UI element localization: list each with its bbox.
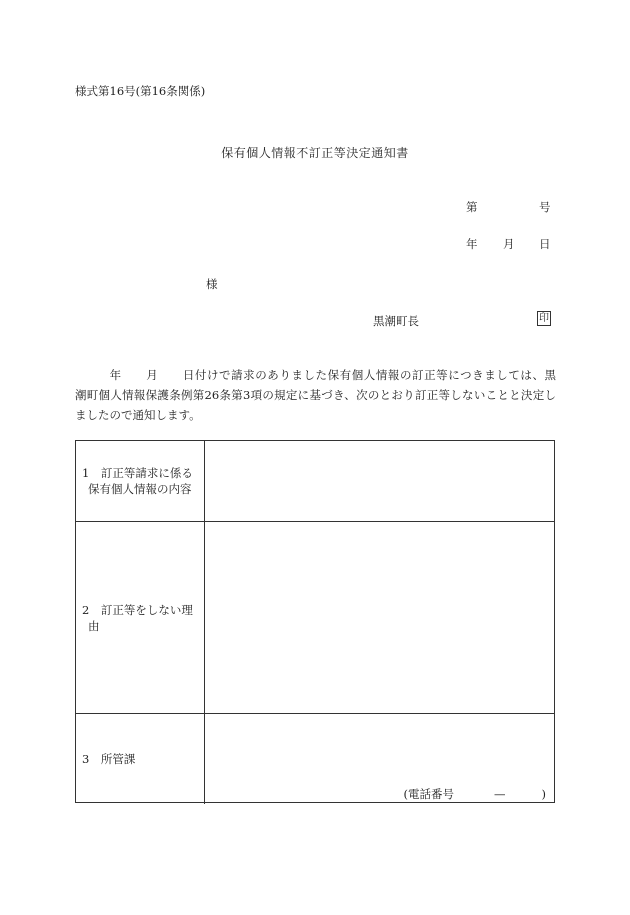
table-row: [76, 521, 554, 714]
body-line-1: [75, 365, 556, 385]
document-title: 保有個人情報不訂正等決定通知書: [221, 146, 409, 160]
table-row: [76, 713, 554, 804]
issue-number-suffix: 号: [539, 200, 551, 214]
detail-table: [75, 440, 555, 803]
phone-prefix: (電話番号: [403, 787, 454, 801]
body-month: 月: [145, 368, 159, 382]
issuer-title: 黒潮町長: [373, 314, 419, 328]
recipient-honorific: 様: [206, 277, 218, 291]
row-3-label: 3 所管課: [82, 752, 136, 766]
row-label-cell: [76, 522, 205, 714]
row-2-label-line-2: 由: [88, 619, 100, 633]
date-year-label: 年: [466, 237, 478, 251]
phone-suffix: ): [541, 787, 546, 801]
row-1-label: [82, 465, 200, 497]
date-day-label: 日: [539, 237, 551, 251]
issue-number-label: 第: [466, 200, 478, 214]
row-1-label-line-2: 保有個人情報の内容: [88, 482, 192, 496]
phone-dash: —: [494, 787, 506, 801]
body-line-3: ましたので通知します。: [75, 408, 201, 422]
body-year: 年: [109, 368, 122, 382]
table-row: [76, 441, 554, 521]
body-line-1-rest: 日付けで請求のありました保有個人情報の訂正等につきましては、黒: [182, 368, 557, 382]
date-month-label: 月: [503, 237, 515, 251]
seal-mark: 印: [539, 313, 549, 324]
row-1-label-line-1: 1 訂正等請求に係る: [82, 466, 193, 480]
body-line-2: 潮町個人情報保護条例第26条第3項の規定に基づき、次のとおり訂正等しないことと決定し: [75, 388, 556, 402]
row-label-cell: [76, 441, 205, 521]
form-number: 様式第16号(第16条関係): [75, 84, 206, 98]
row-label-cell: [76, 714, 205, 804]
phone-number-line: [404, 786, 547, 802]
row-2-label: [82, 602, 200, 634]
body-text: [75, 365, 556, 425]
row-2-label-line-1: 2 訂正等をしない理: [82, 603, 193, 617]
